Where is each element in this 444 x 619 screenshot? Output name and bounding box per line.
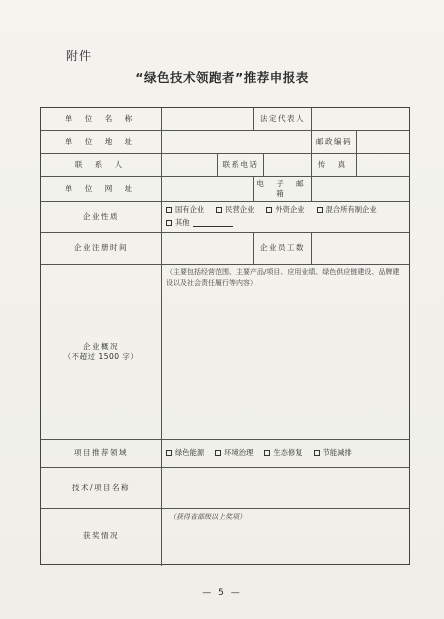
contact-phone-field[interactable]: [264, 153, 311, 176]
application-form-table: [40, 107, 410, 565]
awards-field[interactable]: [162, 526, 409, 564]
email-field[interactable]: [312, 176, 409, 201]
label-employees: 企业员工数: [260, 243, 305, 253]
label-website: 单 位 网 址: [64, 183, 138, 193]
label-email: 电 子 邮 箱: [256, 178, 309, 198]
label-enterprise-type: 企业性质: [83, 211, 119, 221]
label-field: 项目推荐领域: [74, 448, 128, 458]
awards-hint: （获得省部级以上奖项）: [169, 513, 246, 521]
form-title: “绿色技术领跑者”推荐申报表: [135, 70, 309, 85]
checkbox-icon: [166, 450, 172, 456]
unit-address-field[interactable]: [162, 130, 311, 153]
checkbox-icon: [215, 450, 221, 456]
option-private[interactable]: 民营企业: [216, 205, 254, 215]
page-number: — 5 —: [202, 588, 242, 598]
overview-limit: （不超过 1500 字）: [63, 351, 139, 361]
label-tech-name: 技术/项目名称: [71, 482, 131, 492]
label-fax: 传 真: [317, 159, 351, 169]
checkbox-icon: [266, 207, 272, 213]
checkbox-icon: [314, 450, 320, 456]
label-contact: 联 系 人: [74, 159, 128, 169]
option-mixed-ownership[interactable]: 混合所有制企业: [317, 205, 377, 215]
checkbox-icon: [216, 207, 222, 213]
option-green-energy[interactable]: 绿色能源: [166, 448, 204, 458]
tech-name-field[interactable]: [162, 467, 409, 508]
legal-rep-field[interactable]: [312, 108, 409, 130]
option-other[interactable]: 其他: [166, 218, 233, 228]
other-fill-line[interactable]: [193, 219, 233, 227]
overview-title: 企业概况: [83, 341, 119, 351]
overview-textarea[interactable]: [162, 293, 409, 438]
contact-field[interactable]: [162, 153, 217, 176]
checkbox-icon: [166, 207, 172, 213]
label-contact-phone: 联系电话: [222, 159, 259, 169]
option-foreign[interactable]: 外资企业: [266, 205, 304, 215]
unit-name-field[interactable]: [162, 108, 253, 130]
field-options: [166, 448, 406, 458]
option-environment[interactable]: 环境治理: [215, 448, 253, 458]
option-ecology[interactable]: 生态修复: [264, 448, 302, 458]
postal-code-field[interactable]: [357, 130, 409, 153]
label-register-time: 企业注册时间: [74, 243, 128, 253]
fax-field[interactable]: [357, 153, 409, 176]
label-legal-rep: 法定代表人: [260, 114, 305, 124]
overview-hint: （主要包括经营范围、主要产品/项目、应用业绩、绿色供应链建设、品牌建设以及社会责任履行等内容）: [166, 268, 400, 287]
register-time-field[interactable]: [162, 232, 253, 264]
checkbox-icon: [166, 220, 172, 226]
label-unit-address: 单 位 地 址: [64, 136, 138, 146]
checkbox-icon: [317, 207, 323, 213]
label-overview: [41, 264, 161, 439]
employees-field[interactable]: [312, 232, 409, 264]
label-unit-name: 单 位 名 称: [64, 114, 138, 124]
enterprise-type-options: [166, 205, 406, 228]
label-awards: 获奖情况: [83, 531, 119, 541]
option-energy-saving[interactable]: 节能减排: [314, 448, 352, 458]
option-state-owned[interactable]: 国有企业: [166, 205, 204, 215]
attachment-label: 附件: [66, 49, 93, 63]
website-field[interactable]: [162, 176, 253, 201]
checkbox-icon: [264, 450, 270, 456]
label-postal-code: 邮政编码: [316, 136, 352, 146]
